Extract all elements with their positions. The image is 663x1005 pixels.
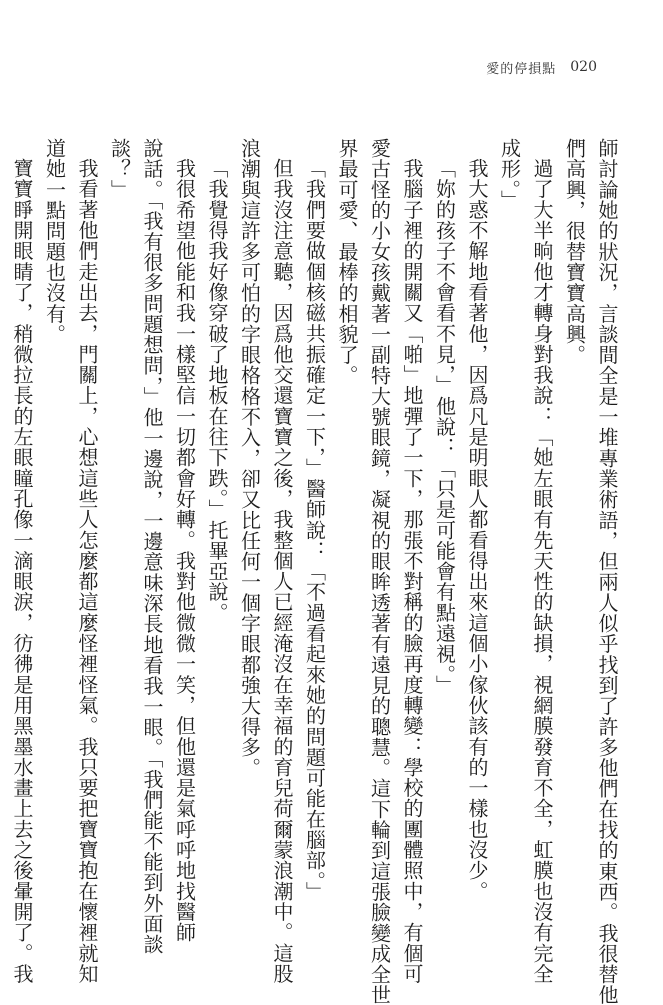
text-column: 談？」: [107, 138, 132, 200]
page-number: 020: [570, 59, 597, 75]
text-column: 成形。」: [497, 138, 522, 211]
text-column: 說話。「我有很多問題想問，」他一邊說，一邊意味深長地看我一眼。「我們能不能到外面談: [140, 138, 164, 955]
text-column: 「我覺得我好像穿破了地板在往下跌。」托畢亞說。: [205, 158, 229, 623]
text-column: 過了大半晌他才轉身對我說：「她左眼有先天性的缺損，視網膜發育不全，虹膜也沒有完全: [530, 158, 554, 984]
text-column: 寶寶睜開眼睛了，稍微拉長的左眼瞳孔像一滴眼淚，彷彿是用黑墨水畫上去之後暈開了。我: [10, 158, 34, 984]
text-column: 道她一點問題也沒有。: [42, 138, 67, 345]
text-column: 浪潮與這許多可怕的字眼格格不入，卻又比任何一個字眼都強大得多。: [237, 138, 262, 779]
text-column: 「我們要做個核磁共振確定一下，」醫師說：「不過看起來她的問題可能在腦部。」: [302, 158, 327, 903]
text-column: 界最可愛、最棒的相貌了。: [335, 138, 359, 386]
text-column: 我大惑不解地看著他，因爲凡是明眼人都看得出來這個小傢伙該有的一樣也沒少。: [465, 158, 489, 902]
text-column: 們高興，很替寶寶高興。: [562, 138, 587, 366]
text-column: 我腦子裡的開關又「啪」地彈了一下，那張不對稱的臉再度轉變：學校的團體照中，有個可: [400, 158, 424, 984]
text-column: 我很希望他能和我一樣堅信一切都會好轉。我對他微微一笑，但他還是氣呼呼地找醫師: [172, 158, 197, 943]
text-column: 但我沒注意聽，因爲他交還寶寶之後，我整個人已經淹沒在幸福的育兒荷爾蒙浪潮中。這股: [270, 158, 294, 984]
running-head-title: 愛的停損點: [486, 61, 557, 77]
text-column: 「妳的孩子不會看不見，」他說：「只是可能會有點遠視。」: [432, 158, 457, 696]
text-column: 師討論她的狀況，言談間全是一堆專業術語，但兩人似乎找到了許多他們在找的東西。我很替他: [595, 138, 619, 1005]
vertical-body-text: [10, 138, 623, 1005]
running-head: [486, 58, 597, 76]
text-column: 愛古怪的小女孩戴著一副特大號眼鏡，凝視的眼眸透著有遠見的聰慧。這下輪到這張臉變成全世: [367, 138, 392, 1005]
text-column: 我看著他們走出去，門關上，心想這些人怎麼都這麼怪裡怪氣。我只要把寶寶抱在懷裡就知: [75, 158, 99, 984]
